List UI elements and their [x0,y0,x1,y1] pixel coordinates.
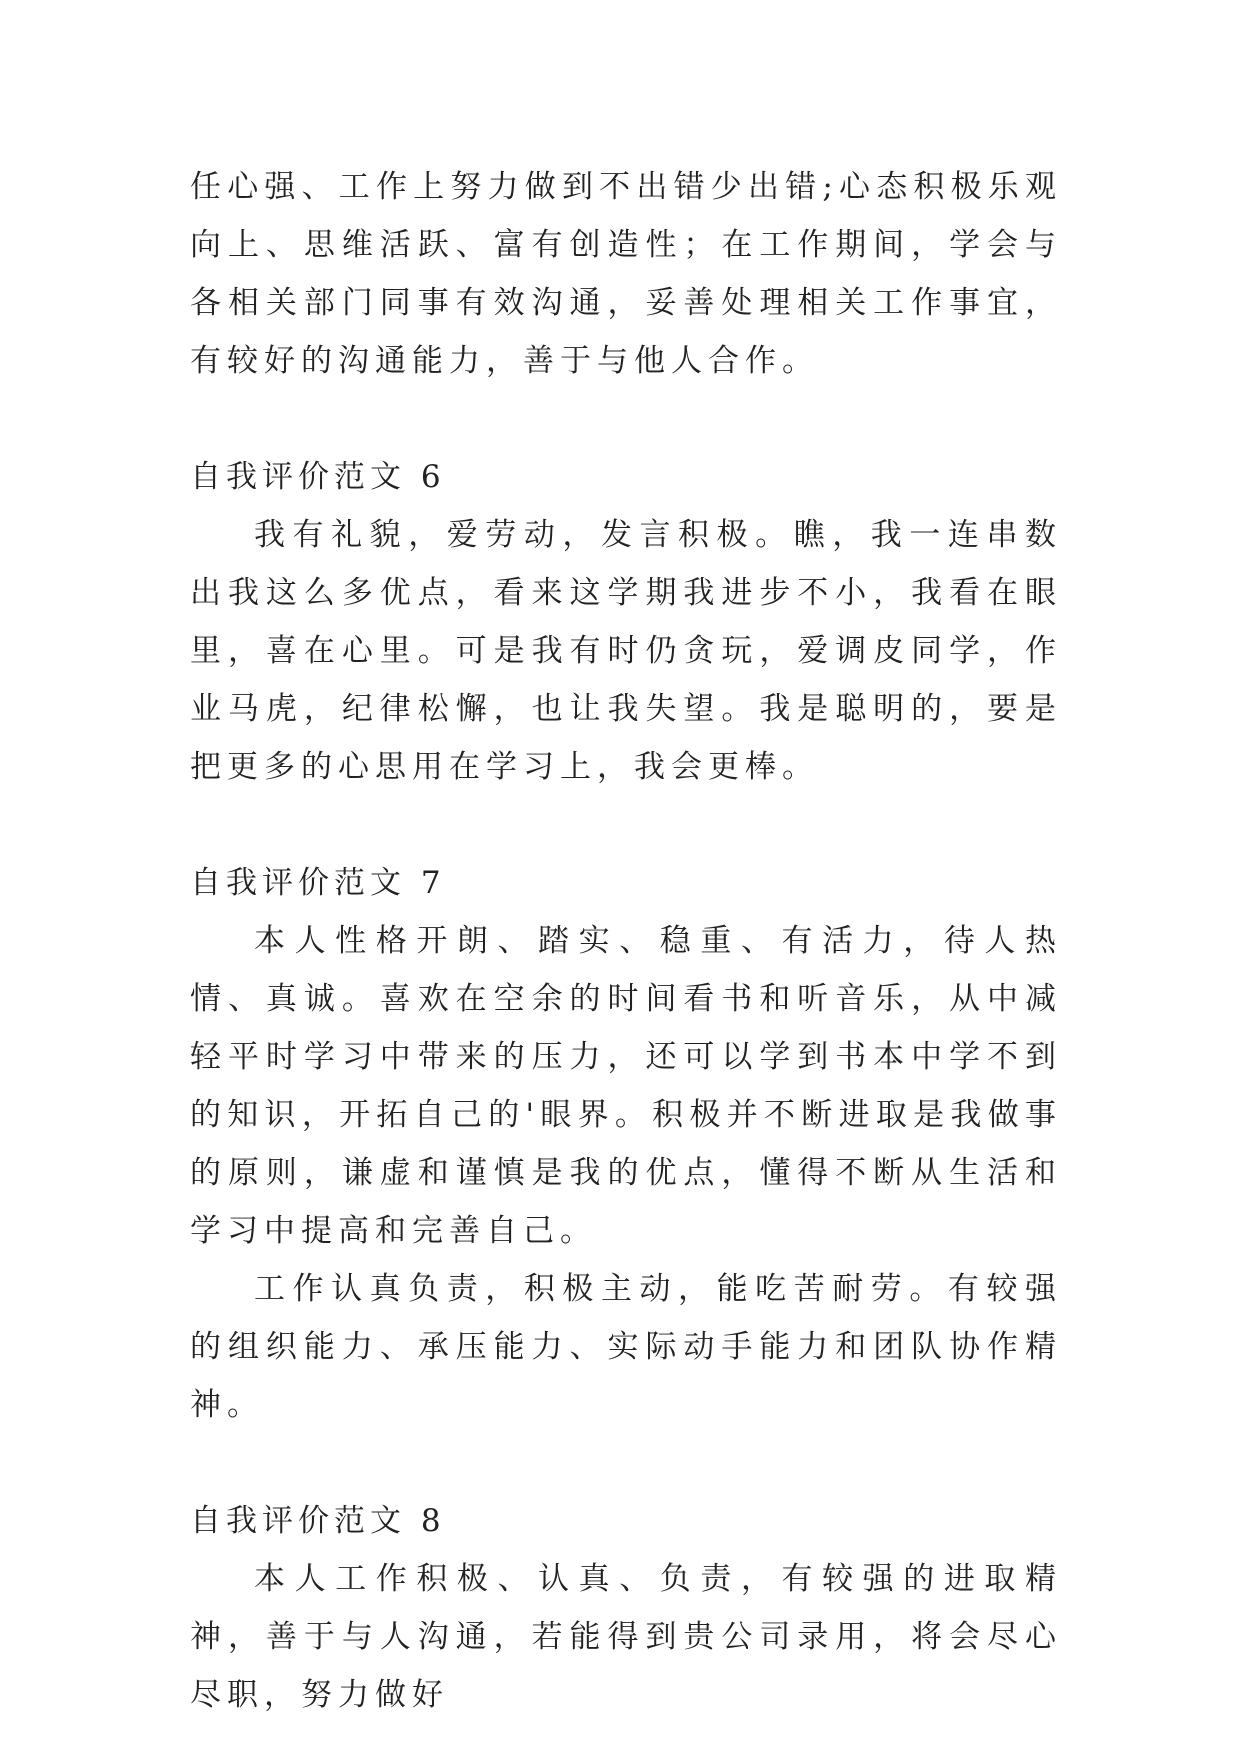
paragraph-section-7-a: 本人性格开朗、踏实、稳重、有活力，待人热情、真诚。喜欢在空余的时间看书和听音乐，从中减轻平时学习中带来的压力，还可以学到书本中学不到的知识，开拓自己的'眼界。积极并不断进取是我做事的原则，谦虚和谨慎是我的优点，懂得不断从生活和学习中提高和完善自己。 [190,923,1062,1249]
paragraph-section-8: 本人工作积极、认真、负责，有较强的进取精神，善于与人沟通，若能得到贵公司录用，将会尽心尽职，努力做好 [190,1561,1062,1713]
paragraph-section-6: 我有礼貌，爱劳动，发言积极。瞧，我一连串数出我这么多优点，看来这学期我进步不小，我看在眼里，喜在心里。可是我有时仍贪玩，爱调皮同学，作业马虎，纪律松懈，也让我失望。我是聪明的，要是把更多的心思用在学习上，我会更棒。 [190,517,1062,785]
paragraph-section-7-b: 工作认真负责，积极主动，能吃苦耐劳。有较强的组织能力、承压能力、实际动手能力和团队协作精神。 [190,1271,1062,1423]
document-body [190,158,1062,1724]
section-heading-6: 自我评价范文 6 [190,459,446,495]
paragraph-continued: 任心强、工作上努力做到不出错少出错;心态积极乐观向上、思维活跃、富有创造性；在工作期间，学会与各相关部门同事有效沟通，妥善处理相关工作事宜，有较好的沟通能力，善于与他人合作。 [190,169,1062,379]
section-heading-8: 自我评价范文 8 [190,1503,446,1539]
section-heading-7: 自我评价范文 7 [190,865,446,901]
